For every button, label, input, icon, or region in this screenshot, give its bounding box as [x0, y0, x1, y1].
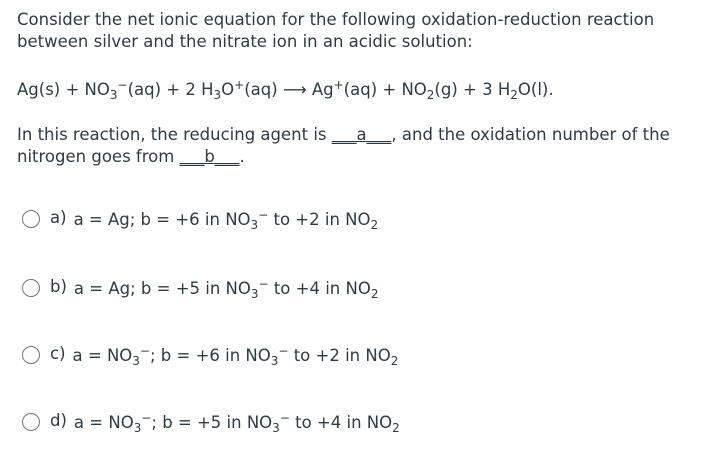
- choice-a[interactable]: [22, 206, 378, 232]
- blank-a: ___a___: [331, 125, 392, 144]
- blank-b: ___b___: [179, 147, 240, 166]
- radio-button-a[interactable]: [22, 210, 40, 228]
- radio-button-d[interactable]: [22, 413, 40, 431]
- reaction-equation: $Ag(s) + NO_3^-(aq) + 2$ $H_3O^+(aq)$ ⟶ $Ag^+(aq) + NO_2(g) + 3$ $H_2O(l)$.: [17, 78, 554, 102]
- choice-letter: c): [50, 343, 66, 363]
- choice-b[interactable]: [22, 275, 378, 301]
- radio-button-c[interactable]: [22, 346, 40, 364]
- fill-in-blank-sentence: In this reaction, the reducing agent is ___a___, and the oxidation number of the nitrogen goes from ___b___.: [17, 125, 670, 166]
- question-intro: Consider the net ionic equation for the following oxidation-reduction reaction between silver and the nitrate ion in an acidic solution:: [17, 10, 655, 51]
- choice-letter: a): [50, 207, 67, 227]
- choice-text: $a = NO_3^-$; b = +5 in $NO_3^-$ to +4 in $NO_2$: [73, 410, 400, 435]
- choice-letter: d): [50, 410, 67, 430]
- choice-c[interactable]: [22, 342, 398, 368]
- choice-text: a = Ag; b = +6 in $NO_3^-$ to +2 in $NO_2$: [73, 207, 379, 232]
- choice-letter: b): [50, 276, 67, 296]
- choice-d[interactable]: [22, 409, 400, 435]
- radio-button-b[interactable]: [22, 279, 40, 297]
- choice-text: a = Ag; b = +5 in $NO_3^-$ to +4 in $NO_2$: [73, 276, 379, 301]
- choice-text: $a = NO_3^-$; b = +6 in $NO_3^-$ to +2 in $NO_2$: [72, 343, 399, 368]
